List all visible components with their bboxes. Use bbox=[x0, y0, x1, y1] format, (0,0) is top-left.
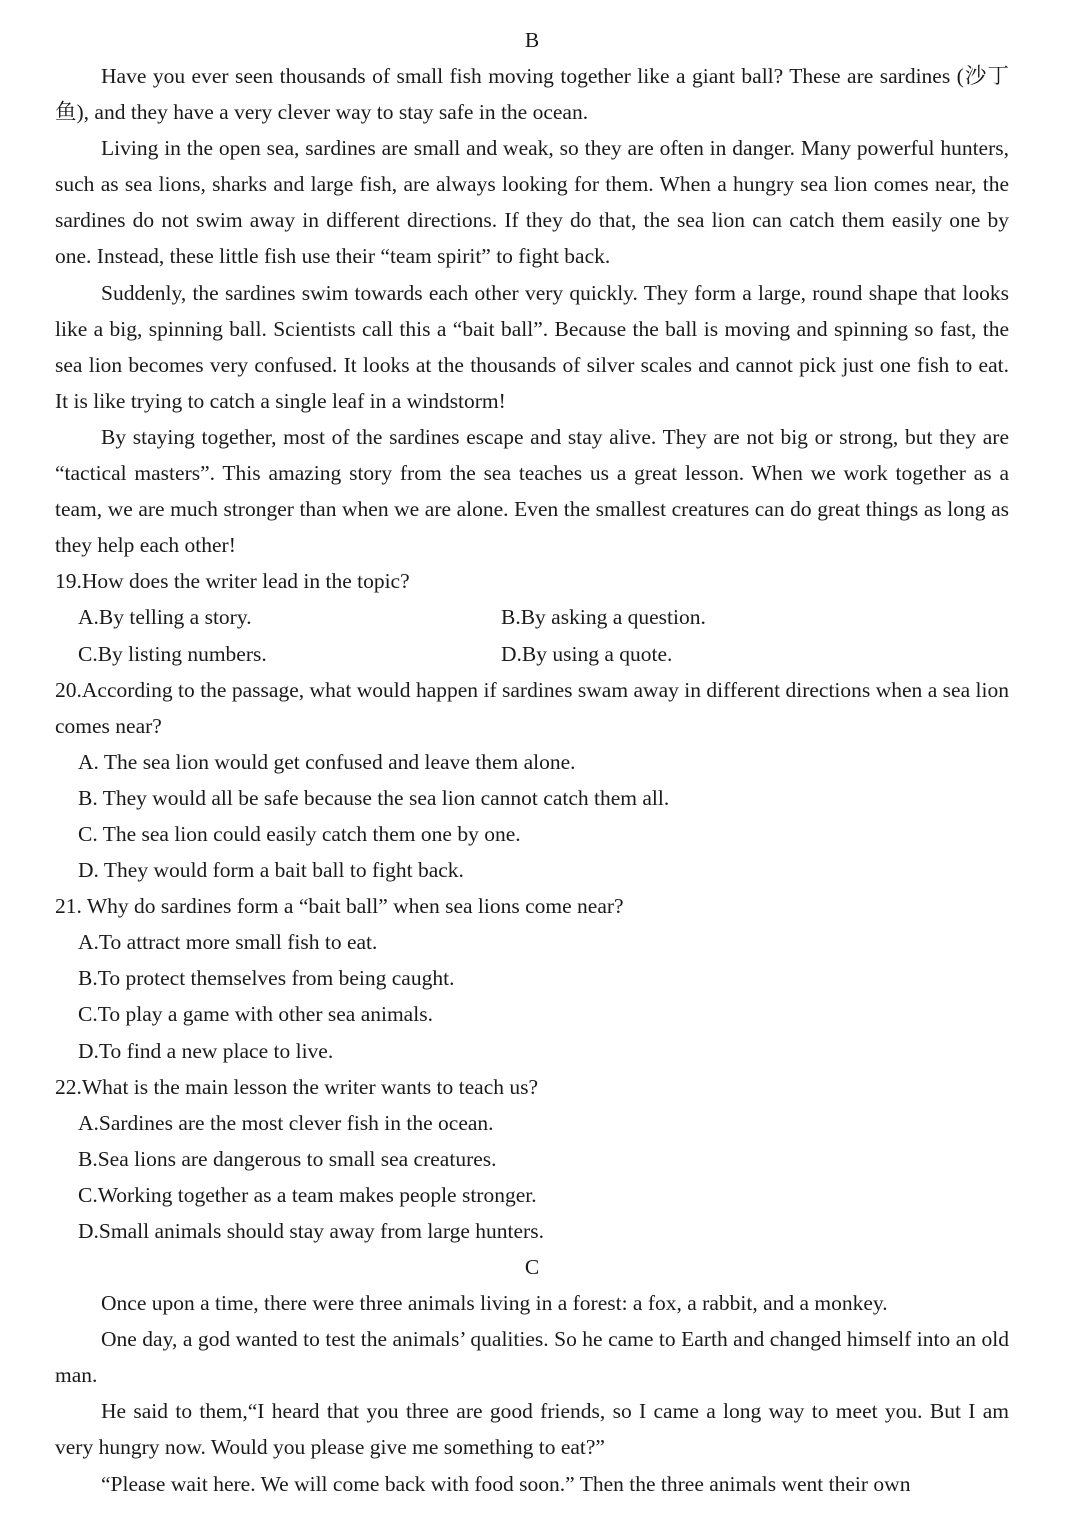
question-19-option-c: C.By listing numbers. bbox=[78, 641, 267, 666]
question-22-option-c: C.Working together as a team makes people stronger. bbox=[78, 1182, 537, 1207]
section-b-paragraph-1: Have you ever seen thousands of small fish moving together like a giant ball? These are sardines (沙丁鱼), and they have a very clever way to stay safe in the ocean. bbox=[55, 64, 1009, 125]
question-22-stem: 22.What is the main lesson the writer wants to teach us? bbox=[55, 1074, 539, 1099]
question-22-option-a: A.Sardines are the most clever fish in the ocean. bbox=[78, 1110, 494, 1135]
question-19-option-a: A.By telling a story. bbox=[78, 605, 252, 630]
section-c-paragraph-1: Once upon a time, there were three animals living in a forest: a fox, a rabbit, and a monkey. bbox=[101, 1291, 888, 1316]
question-19-options bbox=[55, 599, 1009, 671]
section-b-paragraph-3: Suddenly, the sardines swim towards each other very quickly. They form a large, round shape that looks like a big, spinning ball. Scientists call this a “bait ball”. Because the ball is moving and spinning so fast, the sea lion becomes very confused. It looks at the thousands of silver scales and cannot pick just one fish to eat. It is like trying to catch a single leaf in a windstorm! bbox=[55, 280, 1009, 413]
section-c-paragraph-2: One day, a god wanted to test the animals’ qualities. So he came to Earth and changed himself into an old man. bbox=[55, 1327, 1009, 1388]
section-b-paragraph-2: Living in the open sea, sardines are small and weak, so they are often in danger. Many powerful hunters, such as sea lions, sharks and large fish, are always looking for them. When a hungry sea lion comes near, the sardines do not swim away in different directions. If they do that, the sea lion can catch them easily one by one. Instead, these little fish use their “team spirit” to fight back. bbox=[55, 136, 1009, 269]
question-21-option-a: A.To attract more small fish to eat. bbox=[78, 930, 378, 955]
question-21-stem: 21. Why do sardines form a “bait ball” when sea lions come near? bbox=[55, 894, 624, 919]
exam-page bbox=[55, 22, 1009, 1502]
section-c-paragraph-4: “Please wait here. We will come back with food soon.” Then the three animals went their own bbox=[101, 1471, 911, 1496]
question-19-option-b: B.By asking a question. bbox=[501, 605, 706, 630]
question-20-stem: 20.According to the passage, what would happen if sardines swam away in different directions when a sea lion comes near? bbox=[55, 677, 1009, 738]
question-22-option-d: D.Small animals should stay away from large hunters. bbox=[78, 1219, 544, 1243]
question-20 bbox=[55, 672, 1009, 889]
section-c-paragraph-3: He said to them,“I heard that you three are good friends, so I came a long way to meet you. But I am very hungry now. Would you please give me something to eat?” bbox=[55, 1399, 1009, 1460]
question-21 bbox=[55, 888, 1009, 1068]
question-20-option-d: D. They would form a bait ball to fight back. bbox=[78, 858, 464, 883]
section-c-title: C bbox=[524, 1255, 540, 1280]
section-b-paragraph-4: By staying together, most of the sardines escape and stay alive. They are not big or strong, but they are “tactical masters”. This amazing story from the sea teaches us a great lesson. When we work together as a team, we are much stronger than when we are alone. Even the smallest creatures can do great things as long as they help each other! bbox=[55, 424, 1009, 558]
question-22-option-b: B.Sea lions are dangerous to small sea creatures. bbox=[78, 1146, 497, 1171]
question-19 bbox=[55, 563, 1009, 671]
question-20-option-c: C. The sea lion could easily catch them one by one. bbox=[78, 821, 521, 846]
question-19-option-d: D.By using a quote. bbox=[501, 641, 673, 666]
question-21-option-d: D.To find a new place to live. bbox=[78, 1038, 334, 1063]
question-21-option-c: C.To play a game with other sea animals. bbox=[78, 1002, 433, 1027]
question-20-option-a: A. The sea lion would get confused and leave them alone. bbox=[78, 749, 576, 774]
question-21-option-b: B.To protect themselves from being caught. bbox=[78, 966, 455, 991]
question-19-stem: 19.How does the writer lead in the topic? bbox=[55, 569, 410, 594]
question-22 bbox=[55, 1069, 1009, 1249]
section-b-title: B bbox=[524, 28, 540, 52]
question-20-option-b: B. They would all be safe because the sea lion cannot catch them all. bbox=[78, 785, 670, 810]
